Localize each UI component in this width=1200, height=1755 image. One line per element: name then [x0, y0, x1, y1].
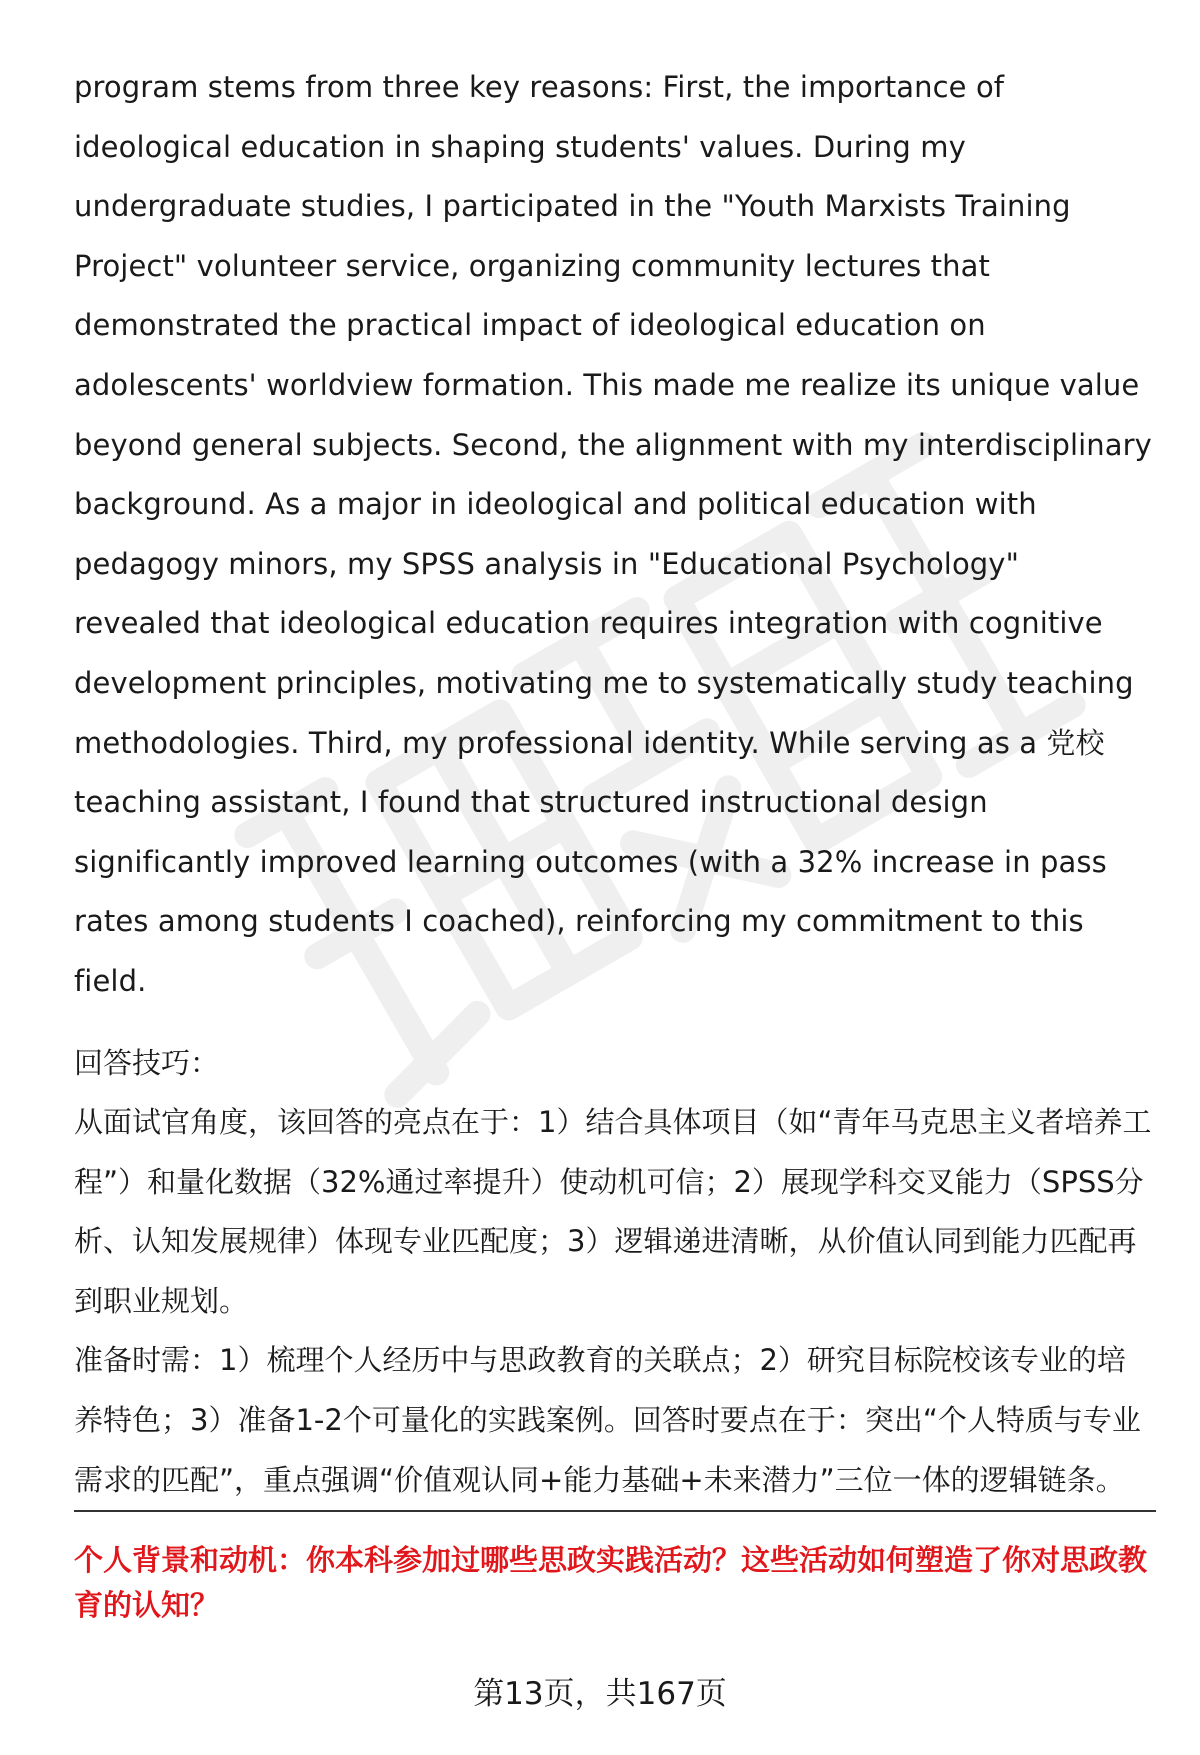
- interview-question: 个人背景和动机：你本科参加过哪些思政实践活动？这些活动如何塑造了你对思政教育的认知？: [74, 1543, 1148, 1622]
- answer-tips-section: [74, 1034, 1154, 1511]
- tips-heading: 回答技巧：: [74, 1045, 220, 1080]
- section-divider: [74, 1510, 1156, 1512]
- page-number: 第13页，共167页: [473, 1676, 727, 1712]
- tips-paragraph-preparation: 准备时需：1）梳理个人经历中与思政教育的关联点；2）研究目标院校该专业的培养特色；3）准备1-2个可量化的实践案例。回答时要点在于：突出“个人特质与专业需求的匹配”，重点强调“价值观认同+能力基础+未来潜力”三位一体的逻辑链条。: [74, 1343, 1141, 1497]
- english-paragraph: program stems from three key reasons: First, the importance of ideological education in shaping students' values. During my undergraduate studies, I participated in the "Youth Marxists Training Project" volunteer service, organizing community lectures that demonstrated the practical impact of ideological education on adolescents' worldview formation. This made me realize its unique value beyond general subjects. Second, the alignment with my interdisciplinary background. As a major in ideological and political education with pedagogy minors, my SPSS analysis in "Educational Psychology" revealed that ideological education requires integration with cognitive development principles, motivating me to systematically study teaching methodologies. Third, my professional identity. While serving as a 党校 teaching assistant, I found that structured instructional design significantly improved learning outcomes (with a 32% increase in pass rates among students I coached), reinforcing my commitment to this field.: [74, 70, 1152, 998]
- main-content: [74, 58, 1154, 1510]
- tips-paragraph-highlights: 从面试官角度，该回答的亮点在于：1）结合具体项目（如“青年马克思主义者培养工程”）和量化数据（32%通过率提升）使动机可信；2）展现学科交叉能力（SPSS分析、认知发展规律）体现专业匹配度；3）逻辑递进清晰，从价值认同到能力匹配再到职业规划。: [74, 1105, 1152, 1318]
